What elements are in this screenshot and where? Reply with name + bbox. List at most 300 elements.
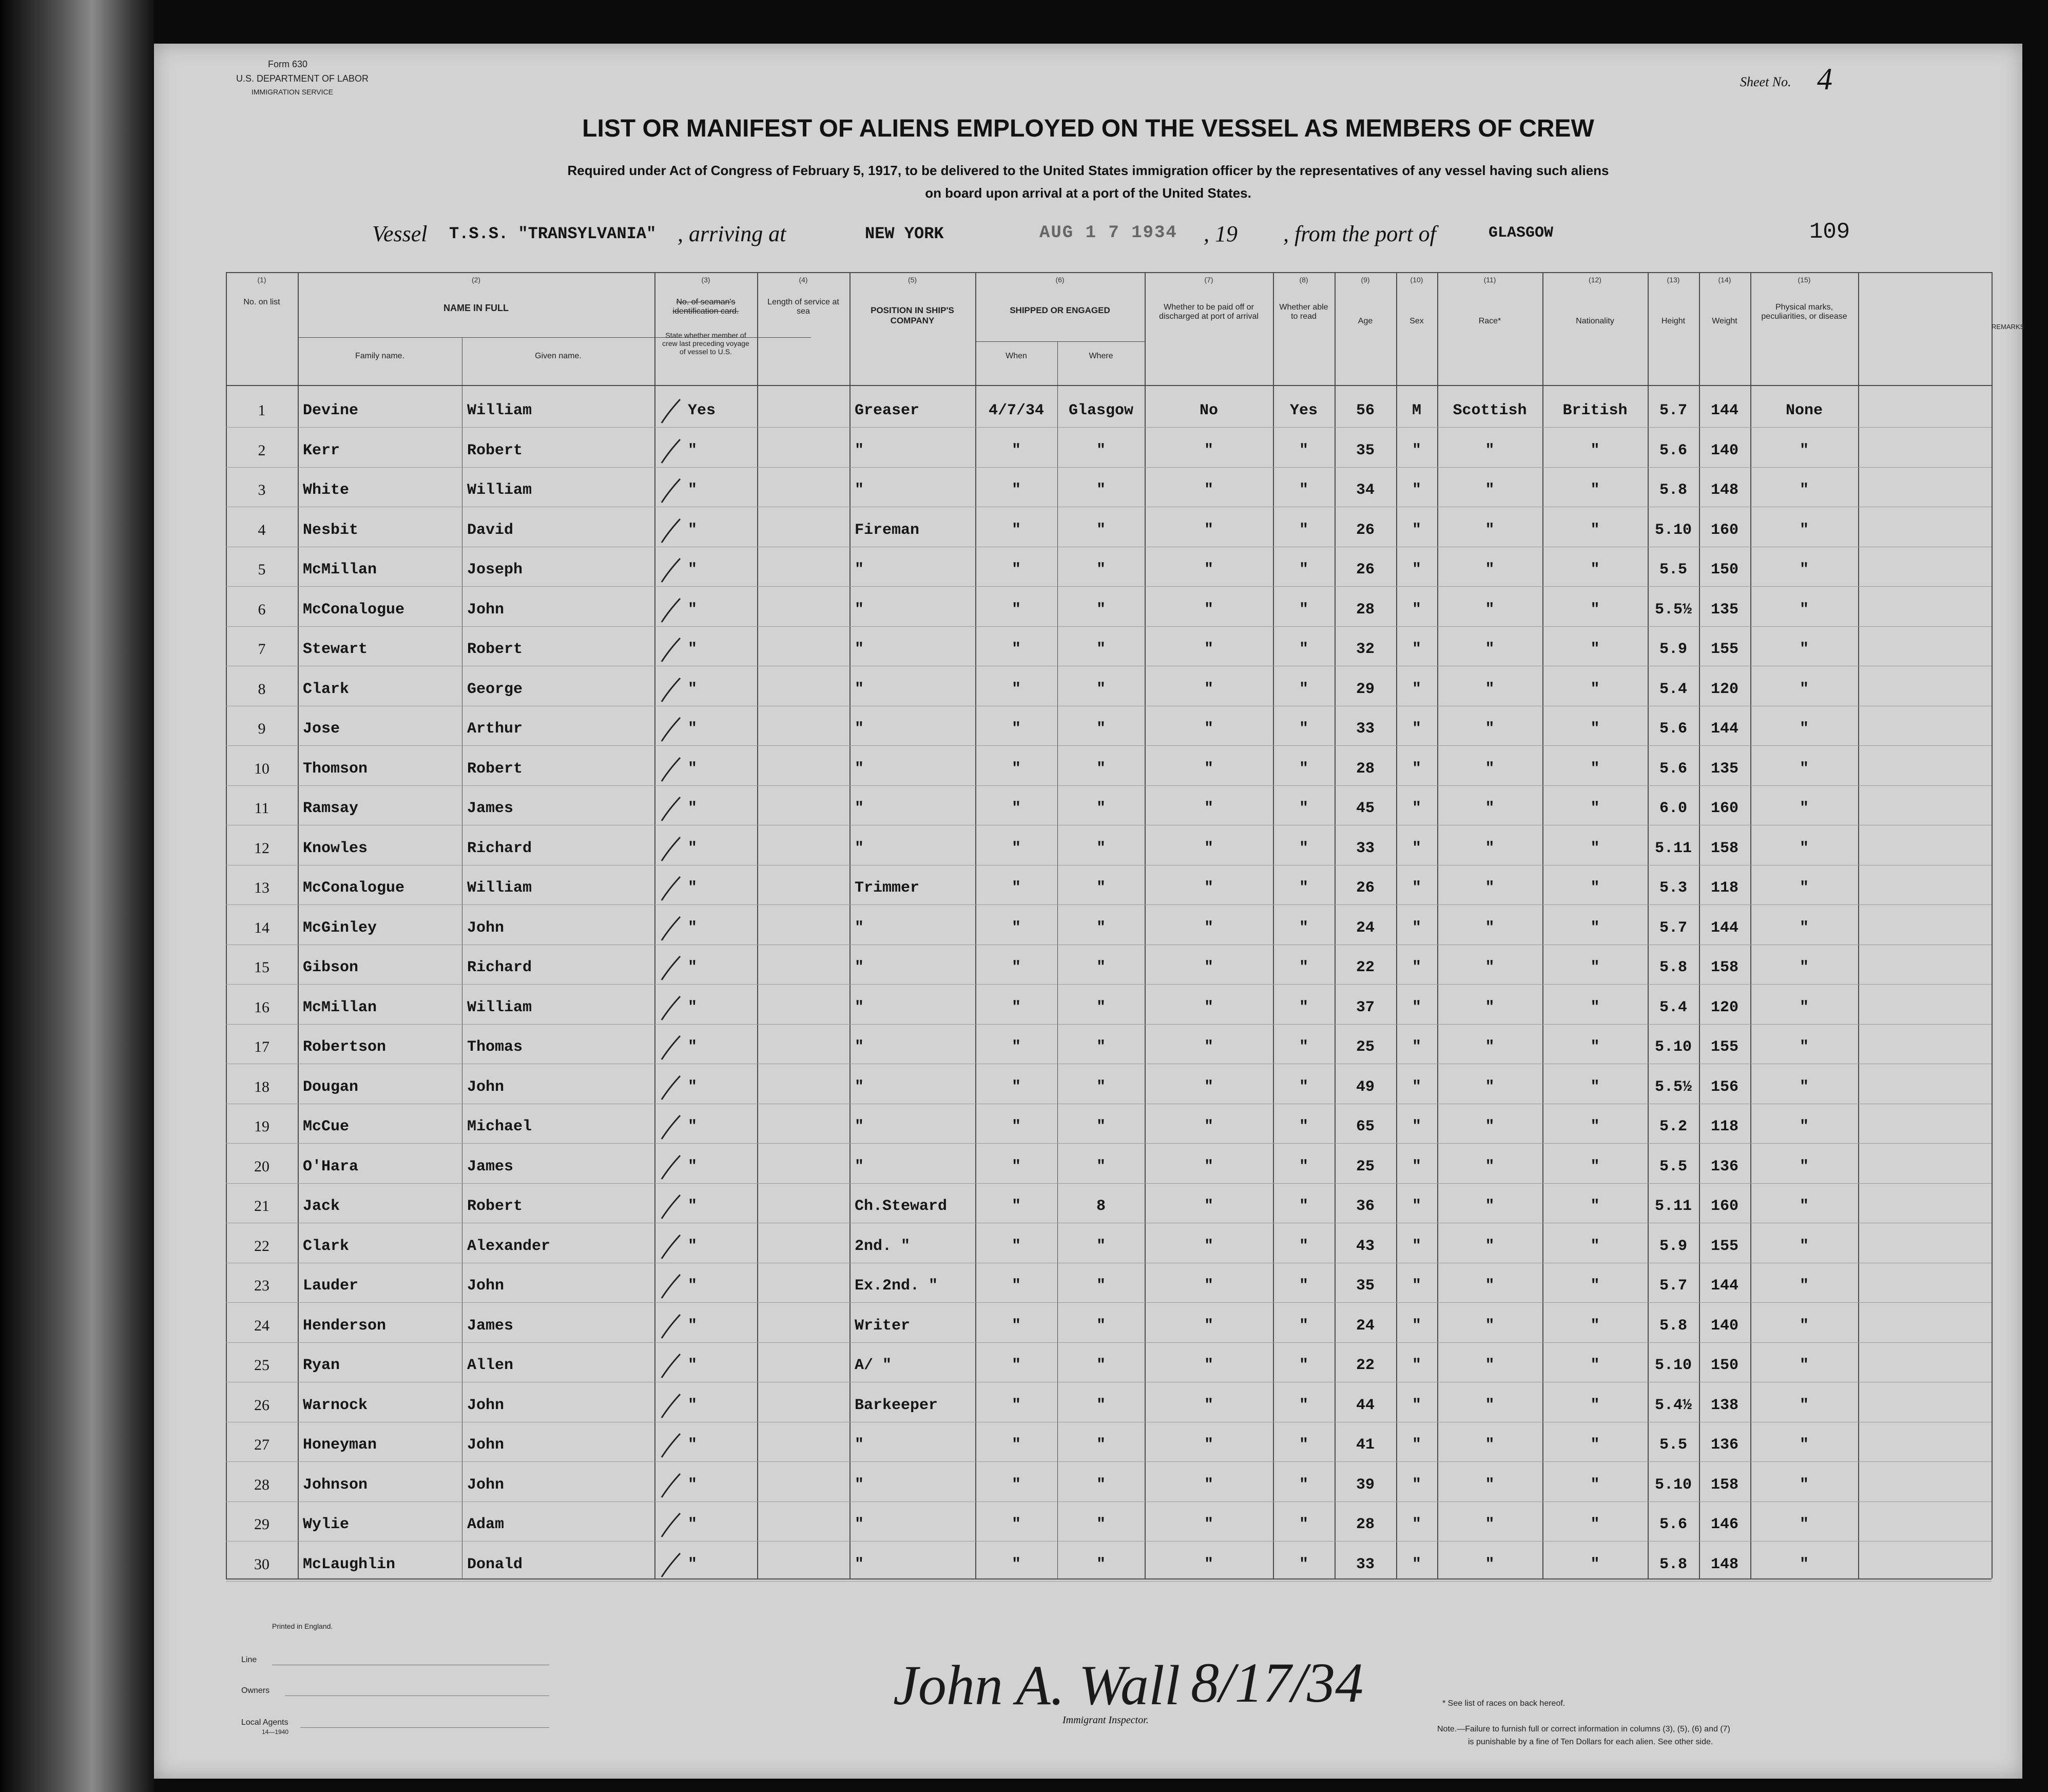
cell-family: Thomson <box>303 760 368 778</box>
cell-where: Glasgow <box>1068 402 1134 419</box>
cell-age: 45 <box>1356 800 1375 817</box>
cell-no: 21 <box>254 1198 269 1215</box>
cell-read: " <box>1299 1317 1308 1335</box>
table-header-border <box>226 385 1992 386</box>
cell-height: 5.5 <box>1659 561 1687 579</box>
cell-given: William <box>467 402 532 419</box>
cell-marks: " <box>1799 839 1809 857</box>
cell-nationality: " <box>1590 1277 1600 1295</box>
cell-race: " <box>1485 1038 1495 1056</box>
cell-no: 13 <box>254 879 269 896</box>
cell-marks: None <box>1785 402 1823 419</box>
cell-read: " <box>1299 1555 1308 1573</box>
cell-height: 5.10 <box>1654 1357 1692 1374</box>
cell-family: Jack <box>303 1198 340 1215</box>
cell-height: 5.4 <box>1659 680 1687 698</box>
cell-given: John <box>467 1396 505 1414</box>
cell-position: Writer <box>855 1317 911 1335</box>
cell-nationality: " <box>1590 919 1600 937</box>
cell-paid: " <box>1204 641 1213 658</box>
row-rule <box>226 1461 1992 1462</box>
cell-given: John <box>467 1277 505 1295</box>
cell-no: 27 <box>254 1436 269 1453</box>
cell-sex: " <box>1412 481 1421 499</box>
cell-sex: " <box>1412 998 1421 1016</box>
check-mark-icon <box>660 915 682 942</box>
cell-paid: " <box>1204 998 1213 1016</box>
sheet-label: Sheet No. <box>1740 74 1791 89</box>
owners-rule <box>285 1695 549 1696</box>
cell-sex: " <box>1412 1436 1421 1454</box>
cell-position: " <box>855 959 864 976</box>
cell-nationality: " <box>1590 1038 1600 1056</box>
cell-when: " <box>1011 601 1021 619</box>
cell-race: " <box>1485 521 1495 539</box>
races-note: * See list of races on back hereof. <box>1442 1699 1566 1708</box>
cell-race: " <box>1485 1118 1495 1135</box>
cell-family: McConalogue <box>303 879 405 897</box>
cell-prev: " <box>688 800 698 817</box>
cell-family: Clark <box>303 680 350 698</box>
cell-where: " <box>1096 800 1106 817</box>
cell-position: " <box>855 760 864 778</box>
cell-given: Joseph <box>467 561 523 579</box>
cell-family: Devine <box>303 402 359 419</box>
page-title: LIST OR MANIFEST OF ALIENS EMPLOYED ON THE VESSEL AS MEMBERS OF CREW <box>582 115 1594 142</box>
cell-age: 35 <box>1356 1277 1375 1295</box>
cell-sex: " <box>1412 561 1421 579</box>
cell-prev: " <box>688 1476 698 1494</box>
department: U.S. DEPARTMENT OF LABOR <box>236 73 369 84</box>
cell-read: " <box>1299 680 1308 698</box>
cell-no: 5 <box>258 561 266 578</box>
check-mark-icon <box>660 1153 682 1181</box>
cell-age: 29 <box>1356 680 1375 698</box>
cell-given: James <box>467 1158 514 1176</box>
cell-where: " <box>1096 1555 1106 1573</box>
cell-position: " <box>855 919 864 937</box>
cell-weight: 118 <box>1710 879 1738 897</box>
header-no-on-list: No. on list <box>243 298 280 306</box>
col-number: (14) <box>1718 276 1731 284</box>
cell-read: " <box>1299 1038 1308 1056</box>
cell-family: Warnock <box>303 1396 368 1414</box>
cell-where: " <box>1096 1237 1106 1255</box>
cell-when: " <box>1011 839 1021 857</box>
cell-given: Richard <box>467 959 532 976</box>
cell-no: 23 <box>254 1277 269 1294</box>
cell-paid: " <box>1204 441 1213 459</box>
cell-no: 10 <box>254 760 269 777</box>
cell-read: " <box>1299 919 1308 937</box>
row-rule <box>226 467 1992 468</box>
cell-position: Greaser <box>855 402 920 419</box>
header-age: Age <box>1358 317 1373 325</box>
cell-family: McLaughlin <box>303 1555 396 1573</box>
cell-prev: " <box>688 1396 698 1414</box>
cell-marks: " <box>1799 1118 1809 1135</box>
cell-given: Robert <box>467 441 523 459</box>
cell-family: O'Hara <box>303 1158 359 1176</box>
row-rule <box>226 904 1992 905</box>
cell-marks: " <box>1799 1516 1809 1533</box>
cell-prev: Yes <box>688 402 716 419</box>
cell-prev: " <box>688 1516 698 1533</box>
cell-prev: " <box>688 521 698 539</box>
cell-given: Donald <box>467 1555 523 1573</box>
header-sex: Sex <box>1409 317 1424 325</box>
cell-paid: " <box>1204 1198 1213 1215</box>
cell-family: Wylie <box>303 1516 350 1533</box>
header-physical-marks: Physical marks, peculiarities, or disease <box>1761 303 1847 321</box>
cell-where: " <box>1096 1357 1106 1374</box>
form-number: Form 630 <box>268 59 308 69</box>
cell-height: 5.5½ <box>1654 1078 1692 1096</box>
penalty-note-1: Note.—Failure to furnish full or correct information in columns (3), (5), (6) and (7) <box>1437 1725 1730 1733</box>
cell-position: " <box>855 1158 864 1176</box>
subtitle-line1: Required under Act of Congress of February 5, 1917, to be delivered to the United States immigration officer by the representatives of any vessel having such aliens <box>567 163 1609 178</box>
cell-height: 5.10 <box>1654 521 1692 539</box>
check-mark-icon <box>660 1511 682 1539</box>
cell-race: " <box>1485 1237 1495 1255</box>
cell-height: 5.5½ <box>1654 601 1692 619</box>
cell-where: " <box>1096 1078 1106 1096</box>
cell-weight: 144 <box>1710 720 1738 738</box>
cell-nationality: " <box>1590 680 1600 698</box>
cell-nationality: " <box>1590 760 1600 778</box>
cell-nationality: " <box>1590 839 1600 857</box>
cell-given: William <box>467 481 532 499</box>
cell-marks: " <box>1799 521 1809 539</box>
cell-weight: 155 <box>1710 641 1738 658</box>
cell-prev: " <box>688 641 698 658</box>
cell-prev: " <box>688 601 698 619</box>
subtitle-line2: on board upon arrival at a port of the United States. <box>925 185 1251 201</box>
cell-given: William <box>467 879 532 897</box>
cell-paid: " <box>1204 1038 1213 1056</box>
cell-given: Robert <box>467 760 523 778</box>
cell-paid: " <box>1204 800 1213 817</box>
check-mark-icon <box>660 835 682 863</box>
cell-nationality: " <box>1590 441 1600 459</box>
header-length-service: Length of service at sea <box>767 298 839 316</box>
col-divider <box>298 272 299 1578</box>
cell-nationality: " <box>1590 1357 1600 1374</box>
cell-when: " <box>1011 1237 1021 1255</box>
cell-position: Ex.2nd. " <box>855 1277 938 1295</box>
cell-race: " <box>1485 561 1495 579</box>
cell-family: Kerr <box>303 441 340 459</box>
cell-no: 18 <box>254 1078 269 1095</box>
cell-paid: " <box>1204 1436 1213 1454</box>
cell-marks: " <box>1799 879 1809 897</box>
cell-race: " <box>1485 680 1495 698</box>
cell-prev: " <box>688 919 698 937</box>
cell-when: " <box>1011 481 1021 499</box>
cell-prev: " <box>688 1277 698 1295</box>
cell-where: " <box>1096 839 1106 857</box>
cell-read: " <box>1299 839 1308 857</box>
check-mark-icon <box>660 1472 682 1499</box>
cell-position: " <box>855 481 864 499</box>
row-rule <box>226 1501 1992 1502</box>
cell-nationality: " <box>1590 1078 1600 1096</box>
cell-weight: 155 <box>1710 1237 1738 1255</box>
cell-marks: " <box>1799 720 1809 738</box>
cell-given: William <box>467 998 532 1016</box>
cell-paid: " <box>1204 1555 1213 1573</box>
cell-age: 43 <box>1356 1237 1375 1255</box>
cell-paid: No <box>1199 402 1218 419</box>
cell-when: " <box>1011 800 1021 817</box>
cell-marks: " <box>1799 800 1809 817</box>
cell-sex: " <box>1412 1396 1421 1414</box>
row-rule <box>226 1581 1992 1582</box>
cell-family: Robertson <box>303 1038 387 1056</box>
cell-weight: 146 <box>1710 1516 1738 1533</box>
cell-weight: 156 <box>1710 1078 1738 1096</box>
cell-weight: 118 <box>1710 1118 1738 1135</box>
cell-sex: " <box>1412 1078 1421 1096</box>
cell-sex: M <box>1412 402 1421 419</box>
service: IMMIGRATION SERVICE <box>252 88 333 96</box>
cell-weight: 135 <box>1710 601 1738 619</box>
cell-family: Knowles <box>303 839 368 857</box>
row-rule <box>226 626 1992 627</box>
cell-prev: " <box>688 998 698 1016</box>
cell-paid: " <box>1204 839 1213 857</box>
cell-marks: " <box>1799 1317 1809 1335</box>
cell-age: 34 <box>1356 481 1375 499</box>
cell-where: " <box>1096 1038 1106 1056</box>
cell-when: " <box>1011 1078 1021 1096</box>
cell-given: Alexander <box>467 1237 551 1255</box>
header-paid-off: Whether to be paid off or discharged at port of arrival <box>1159 303 1259 321</box>
col-number: (1) <box>257 276 266 284</box>
cell-nationality: " <box>1590 879 1600 897</box>
cell-age: 26 <box>1356 521 1375 539</box>
cell-no: 26 <box>254 1396 269 1414</box>
cell-position: " <box>855 601 864 619</box>
cell-nationality: " <box>1590 800 1600 817</box>
check-mark-icon <box>660 1034 682 1062</box>
col-number: (12) <box>1589 276 1601 284</box>
cell-where: " <box>1096 521 1106 539</box>
cell-race: " <box>1485 720 1495 738</box>
cell-family: Henderson <box>303 1317 387 1335</box>
cell-paid: " <box>1204 481 1213 499</box>
cell-paid: " <box>1204 521 1213 539</box>
cell-sex: " <box>1412 1357 1421 1374</box>
cell-given: Allen <box>467 1357 514 1374</box>
cell-race: " <box>1485 601 1495 619</box>
check-mark-icon <box>660 397 682 425</box>
cell-when: " <box>1011 998 1021 1016</box>
row-rule <box>226 427 1992 428</box>
check-mark-icon <box>660 1352 682 1380</box>
cell-race: " <box>1485 1396 1495 1414</box>
cell-when: " <box>1011 641 1021 658</box>
cell-race: " <box>1485 1516 1495 1533</box>
cell-race: " <box>1485 1476 1495 1494</box>
cell-marks: " <box>1799 561 1809 579</box>
cell-where: " <box>1096 1476 1106 1494</box>
cell-where: " <box>1096 1277 1106 1295</box>
cell-position: " <box>855 800 864 817</box>
cell-family: Dougan <box>303 1078 359 1096</box>
check-mark-icon <box>660 1233 682 1261</box>
cell-height: 5.11 <box>1654 839 1692 857</box>
check-mark-icon <box>660 875 682 902</box>
cell-sex: " <box>1412 919 1421 937</box>
cell-height: 5.8 <box>1659 481 1687 499</box>
cell-no: 12 <box>254 839 269 857</box>
cell-weight: 155 <box>1710 1038 1738 1056</box>
cell-weight: 136 <box>1710 1436 1738 1454</box>
cell-race: " <box>1485 481 1495 499</box>
cell-read: " <box>1299 521 1308 539</box>
cell-read: " <box>1299 1158 1308 1176</box>
cell-position: " <box>855 720 864 738</box>
cell-prev: " <box>688 481 698 499</box>
cell-given: Arthur <box>467 720 523 738</box>
cell-no: 2 <box>258 441 266 459</box>
cell-height: 5.11 <box>1654 1198 1692 1215</box>
cell-prev: " <box>688 1436 698 1454</box>
cell-position: " <box>855 680 864 698</box>
vessel-label: Vessel <box>372 221 428 246</box>
cell-paid: " <box>1204 1317 1213 1335</box>
cell-read: " <box>1299 800 1308 817</box>
cell-read: " <box>1299 1516 1308 1533</box>
cell-sex: " <box>1412 1158 1421 1176</box>
cell-position: Trimmer <box>855 879 920 897</box>
cell-sex: " <box>1412 1118 1421 1135</box>
cell-no: 4 <box>258 521 266 538</box>
cell-position: Ch.Steward <box>855 1198 948 1215</box>
cell-weight: 140 <box>1710 441 1738 459</box>
check-mark-icon <box>660 1551 682 1579</box>
cell-age: 65 <box>1356 1118 1375 1135</box>
header-remarks: REMARKS <box>1992 323 2025 331</box>
cell-no: 15 <box>254 959 269 976</box>
cell-nationality: " <box>1590 1198 1600 1215</box>
row-rule <box>226 984 1992 985</box>
cell-sex: " <box>1412 441 1421 459</box>
cell-marks: " <box>1799 1277 1809 1295</box>
cell-height: 5.7 <box>1659 402 1687 419</box>
cell-read: " <box>1299 1237 1308 1255</box>
row-rule <box>226 1183 1992 1184</box>
cell-given: James <box>467 800 514 817</box>
row-rule <box>226 785 1992 786</box>
cell-weight: 160 <box>1710 521 1738 539</box>
cell-no: 19 <box>254 1118 269 1135</box>
form-code: 14—1940 <box>262 1728 289 1736</box>
cell-when: " <box>1011 1476 1021 1494</box>
cell-read: " <box>1299 1078 1308 1096</box>
line-label: Line <box>241 1655 257 1664</box>
check-mark-icon <box>660 1193 682 1221</box>
cell-nationality: " <box>1590 998 1600 1016</box>
cell-marks: " <box>1799 1038 1809 1056</box>
cell-weight: 120 <box>1710 998 1738 1016</box>
cell-when: " <box>1011 1436 1021 1454</box>
cell-no: 17 <box>254 1038 269 1055</box>
cell-paid: " <box>1204 1078 1213 1096</box>
cell-family: Johnson <box>303 1476 368 1494</box>
cell-nationality: " <box>1590 1317 1600 1335</box>
cell-given: Thomas <box>467 1038 523 1056</box>
cell-paid: " <box>1204 1237 1213 1255</box>
cell-race: Scottish <box>1453 402 1527 419</box>
cell-nationality: " <box>1590 720 1600 738</box>
check-mark-icon <box>660 795 682 823</box>
cell-weight: 144 <box>1710 919 1738 937</box>
cell-paid: " <box>1204 1476 1213 1494</box>
book-binding <box>0 0 154 1792</box>
cell-no: 25 <box>254 1357 269 1374</box>
cell-race: " <box>1485 1357 1495 1374</box>
table-top-border <box>226 272 1992 273</box>
cell-where: " <box>1096 1158 1106 1176</box>
cell-where: " <box>1096 760 1106 778</box>
cell-age: 22 <box>1356 1357 1375 1374</box>
cell-where: " <box>1096 1516 1106 1533</box>
cell-age: 24 <box>1356 1317 1375 1335</box>
cell-sex: " <box>1412 879 1421 897</box>
header-race: Race* <box>1478 317 1501 325</box>
header-when: When <box>1006 352 1027 360</box>
cell-where: " <box>1096 998 1106 1016</box>
cell-no: 9 <box>258 720 266 737</box>
cell-height: 5.10 <box>1654 1476 1692 1494</box>
cell-nationality: " <box>1590 1118 1600 1135</box>
cell-given: Michael <box>467 1118 532 1135</box>
cell-paid: " <box>1204 680 1213 698</box>
cell-read: " <box>1299 1118 1308 1135</box>
col-number: (10) <box>1410 276 1423 284</box>
cell-position: " <box>855 441 864 459</box>
cell-sex: " <box>1412 959 1421 976</box>
cell-paid: " <box>1204 879 1213 897</box>
cell-age: 37 <box>1356 998 1375 1016</box>
check-mark-icon <box>660 1113 682 1141</box>
cell-marks: " <box>1799 919 1809 937</box>
cell-race: " <box>1485 959 1495 976</box>
cell-prev: " <box>688 760 698 778</box>
cell-race: " <box>1485 839 1495 857</box>
col-number: (2) <box>471 276 481 284</box>
cell-family: McGinley <box>303 919 377 937</box>
cell-race: " <box>1485 1436 1495 1454</box>
arriving-label: , arriving at <box>678 221 786 246</box>
cell-weight: 138 <box>1710 1396 1738 1414</box>
cell-where: " <box>1096 680 1106 698</box>
cell-read: " <box>1299 720 1308 738</box>
cell-nationality: " <box>1590 1237 1600 1255</box>
cell-where: " <box>1096 879 1106 897</box>
row-rule <box>226 1302 1992 1303</box>
cell-where: " <box>1096 1436 1106 1454</box>
cell-nationality: " <box>1590 521 1600 539</box>
cell-nationality: British <box>1562 402 1628 419</box>
header-where: Where <box>1089 352 1113 360</box>
cell-family: Ryan <box>303 1357 340 1374</box>
cell-prev: " <box>688 561 698 579</box>
cell-age: 32 <box>1356 641 1375 658</box>
cell-age: 33 <box>1356 839 1375 857</box>
